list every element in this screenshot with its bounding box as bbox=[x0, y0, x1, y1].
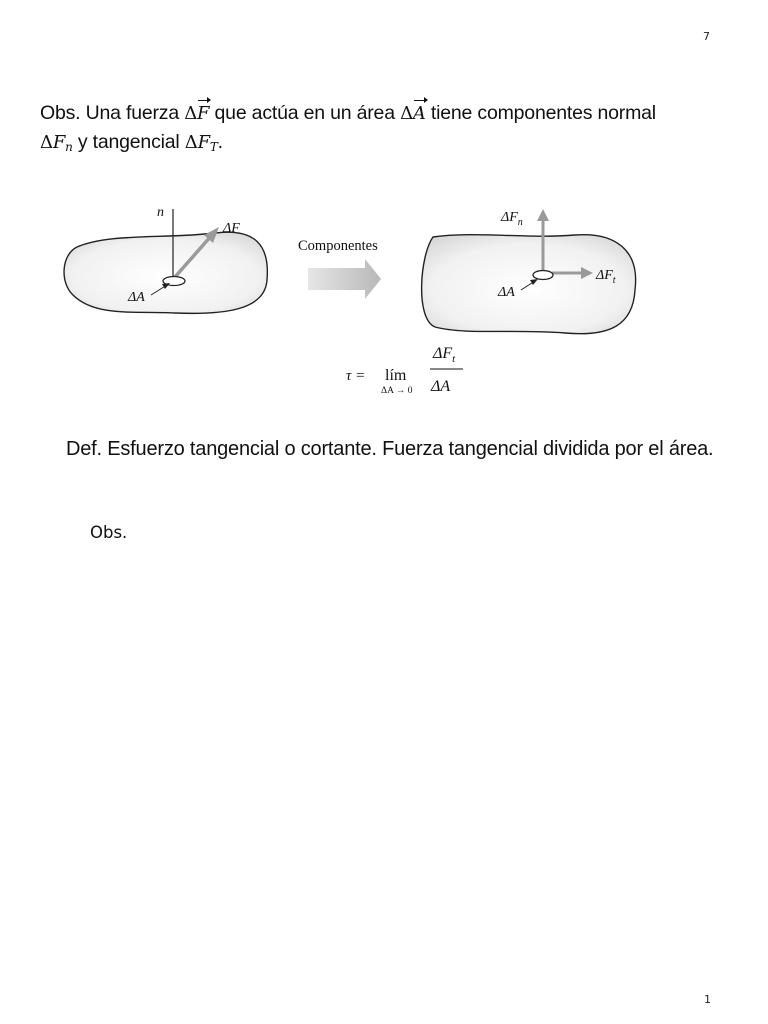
formula-lim: lím bbox=[385, 367, 407, 384]
left-body-outline bbox=[64, 232, 267, 313]
left-normal-label: n bbox=[157, 205, 164, 220]
obs-text-end: . bbox=[217, 131, 223, 153]
components-label: Componentes bbox=[298, 238, 378, 254]
formula-numerator: $\Delta F_t$ bbox=[433, 345, 456, 365]
formula-lhs: τ = bbox=[346, 368, 366, 384]
right-body-outline bbox=[422, 235, 636, 334]
obs-note: Obs. bbox=[90, 523, 128, 542]
obs-text-mid1: que actúa en un área bbox=[209, 102, 401, 124]
right-area-label: ΔA bbox=[498, 285, 515, 300]
formula-denominator: ΔA bbox=[431, 378, 451, 395]
stress-components-figure bbox=[55, 195, 655, 410]
math-delta-A-vector: ΔA bbox=[400, 103, 426, 124]
formula-lim-sub: ΔA → 0 bbox=[381, 386, 413, 396]
obs-text-mid3: y tangencial bbox=[72, 131, 185, 153]
right-normal-force-label: $\Delta F_n$ bbox=[501, 210, 523, 228]
page-number-bottom: 1 bbox=[704, 993, 711, 1006]
obs-text-lead: Obs. Una fuerza bbox=[40, 102, 185, 124]
components-arrow bbox=[308, 259, 381, 299]
obs-text-mid2: tiene componentes normal bbox=[425, 102, 656, 124]
definition-paragraph: Def. Esfuerzo tangencial o cortante. Fuerza tangencial dividida por el área. bbox=[66, 438, 714, 460]
shear-stress-formula bbox=[346, 345, 463, 396]
math-delta-F-vector: ΔF bbox=[184, 103, 209, 124]
obs-paragraph bbox=[40, 99, 740, 162]
page-number-top: 7 bbox=[703, 30, 710, 43]
left-force-label: ΔF bbox=[223, 221, 240, 236]
math-delta-FT: $\Delta F_T$ bbox=[184, 132, 218, 154]
right-normal-force-arrowhead bbox=[537, 209, 549, 221]
left-area-label: ΔA bbox=[128, 290, 145, 305]
math-delta-Fn: $\Delta F_n$ bbox=[40, 132, 73, 154]
right-tangent-force-label: $\Delta F_t$ bbox=[596, 268, 616, 286]
right-area-ellipse bbox=[533, 271, 553, 280]
